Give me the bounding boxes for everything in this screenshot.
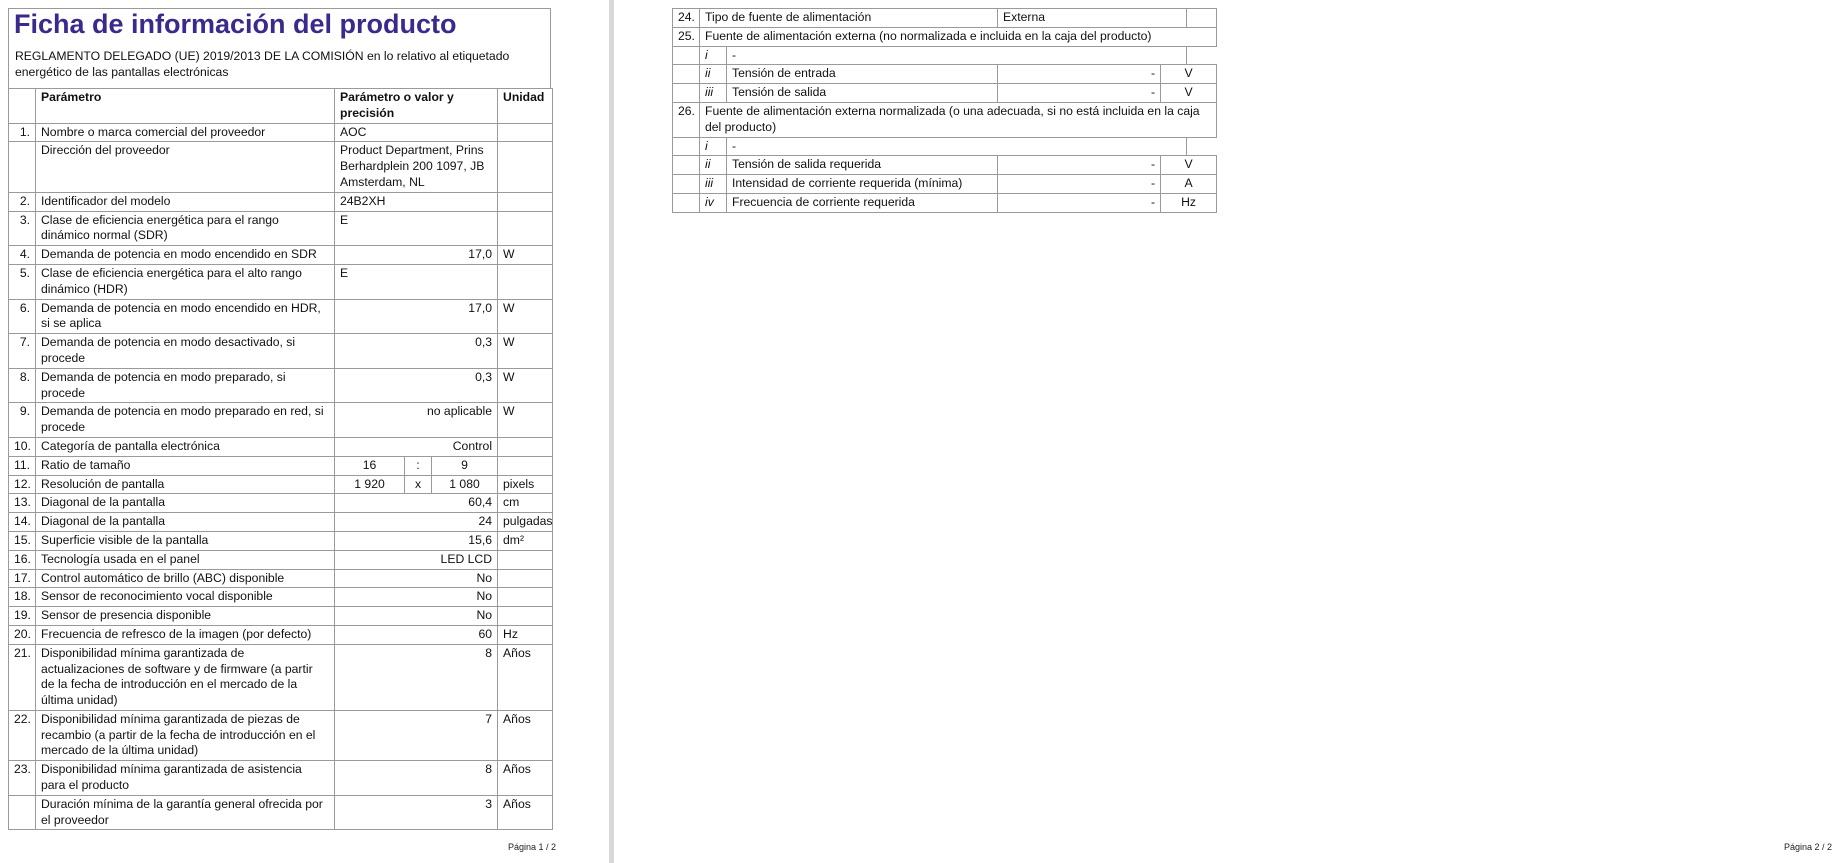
row-number: 12. [9, 475, 36, 494]
row-value: 24B2XH [335, 192, 498, 211]
row-label: Fuente de alimentación externa (no normalizada e incluida en la caja del producto) [700, 27, 1217, 46]
row-unit [498, 192, 553, 211]
sub-key: i [700, 46, 727, 65]
row-number: 16. [9, 550, 36, 569]
sub-label: Tensión de entrada [727, 65, 998, 84]
row-label: Duración mínima de la garantía general ofrecida por el proveedor [36, 795, 335, 830]
table-row [9, 246, 553, 265]
row-label: Sensor de presencia disponible [36, 607, 335, 626]
resolution-separator: x [405, 475, 432, 494]
row-number: 1. [9, 123, 36, 142]
row-label: Dirección del proveedor [36, 142, 335, 192]
row-value: 0,3 [335, 368, 498, 403]
row-unit: W [498, 368, 553, 403]
row-number: 14. [9, 513, 36, 532]
row-value: 3 [335, 795, 498, 830]
table-row [9, 644, 553, 710]
row-label: Diagonal de la pantalla [36, 494, 335, 513]
row-label: Clase de eficiencia energética para el alto rango dinámico (HDR) [36, 264, 335, 299]
row-label: Superficie visible de la pantalla [36, 531, 335, 550]
table-row [673, 27, 1217, 46]
row-value: 7 [335, 710, 498, 760]
row-unit: Años [498, 795, 553, 830]
resolution-width: 1 920 [335, 475, 405, 494]
page-footer: Página 2 / 2 [1784, 842, 1832, 852]
table-row [9, 513, 553, 532]
row-number: 25. [673, 27, 700, 46]
row-number: 5. [9, 264, 36, 299]
sub-value: - [998, 156, 1161, 175]
sub-key: ii [700, 65, 727, 84]
row-value: No [335, 588, 498, 607]
sub-key: iii [700, 84, 727, 103]
row-label: Categoría de pantalla electrónica [36, 437, 335, 456]
row-label: Demanda de potencia en modo preparado, si procede [36, 368, 335, 403]
sub-key: i [700, 137, 727, 156]
table-row [673, 102, 1217, 137]
row-value: Control [335, 437, 498, 456]
row-number: 8. [9, 368, 36, 403]
row-label: Ratio de tamaño [36, 456, 335, 475]
table-row [9, 494, 553, 513]
row-number [9, 142, 36, 192]
row-number: 6. [9, 299, 36, 334]
sub-row [673, 84, 1217, 103]
row-unit: Años [498, 761, 553, 796]
table-row [9, 761, 553, 796]
row-number: 20. [9, 625, 36, 644]
row-number: 13. [9, 494, 36, 513]
row-unit: W [498, 246, 553, 265]
ratio-separator: : [405, 456, 432, 475]
sub-row [673, 65, 1217, 84]
row-unit: Años [498, 644, 553, 710]
table-row [9, 264, 553, 299]
row-number: 24. [673, 9, 700, 28]
row-number: 7. [9, 334, 36, 369]
sub-label: Intensidad de corriente requerida (mínima) [727, 175, 998, 194]
row-number: 4. [9, 246, 36, 265]
sub-value: - [998, 65, 1161, 84]
page-1 [0, 0, 609, 863]
row-number: 9. [9, 403, 36, 438]
ratio-height: 9 [432, 456, 498, 475]
resolution-height: 1 080 [432, 475, 498, 494]
table-row [9, 456, 553, 475]
table-row [9, 142, 553, 192]
row-label: Tecnología usada en el panel [36, 550, 335, 569]
row-value: 17,0 [335, 299, 498, 334]
row-label: Frecuencia de refresco de la imagen (por defecto) [36, 625, 335, 644]
row-label: Identificador del modelo [36, 192, 335, 211]
table-row [673, 9, 1217, 28]
table-row [9, 588, 553, 607]
sub-row [673, 137, 1217, 156]
row-label: Disponibilidad mínima garantizada de actualizaciones de software y de firmware (a partir de la fecha de introducción en el mercado de la última unidad) [36, 644, 335, 710]
row-number: 3. [9, 211, 36, 246]
table-row [9, 569, 553, 588]
row-number [9, 795, 36, 830]
row-value: E [335, 264, 498, 299]
row-label: Disponibilidad mínima garantizada de asistencia para el producto [36, 761, 335, 796]
row-unit: pulgadas [498, 513, 553, 532]
sub-unit: A [1161, 175, 1217, 194]
row-unit [498, 569, 553, 588]
product-info-table [8, 88, 553, 830]
sub-value: - [998, 193, 1161, 212]
row-value: E [335, 211, 498, 246]
row-unit [498, 437, 553, 456]
row-value: 60 [335, 625, 498, 644]
row-number: 11. [9, 456, 36, 475]
row-unit: Hz [498, 625, 553, 644]
row-value: Product Department, Prins Berhardplein 200 1097, JB Amsterdam, NL [335, 142, 498, 192]
row-label: Demanda de potencia en modo preparado en red, si procede [36, 403, 335, 438]
table-row [9, 437, 553, 456]
sub-label: Tensión de salida requerida [727, 156, 998, 175]
row-value: 24 [335, 513, 498, 532]
row-value: LED LCD [335, 550, 498, 569]
row-number: 22. [9, 710, 36, 760]
row-unit: dm² [498, 531, 553, 550]
row-unit [498, 588, 553, 607]
sub-row [673, 175, 1217, 194]
header-unit: Unidad [498, 89, 553, 124]
sub-row [673, 193, 1217, 212]
table-row [9, 710, 553, 760]
sub-label: Frecuencia de corriente requerida [727, 193, 998, 212]
row-label: Nombre o marca comercial del proveedor [36, 123, 335, 142]
row-value: No [335, 607, 498, 626]
row-unit [498, 142, 553, 192]
sub-label: Tensión de salida [727, 84, 998, 103]
row-number: 17. [9, 569, 36, 588]
table-row [9, 795, 553, 830]
row-number: 26. [673, 102, 700, 137]
row-number: 18. [9, 588, 36, 607]
row-unit: W [498, 299, 553, 334]
table-row [9, 475, 553, 494]
sub-unit: V [1161, 84, 1217, 103]
table-row [9, 192, 553, 211]
sub-key: ii [700, 156, 727, 175]
header-value: Parámetro o valor y precisión [335, 89, 498, 124]
row-value: AOC [335, 123, 498, 142]
row-label: Demanda de potencia en modo desactivado, si procede [36, 334, 335, 369]
row-label: Demanda de potencia en modo encendido en SDR [36, 246, 335, 265]
row-unit: W [498, 403, 553, 438]
row-value: 0,3 [335, 334, 498, 369]
page-footer: Página 1 / 2 [508, 842, 557, 852]
table-row [9, 403, 553, 438]
row-number: 10. [9, 437, 36, 456]
row-number: 21. [9, 644, 36, 710]
row-number: 23. [9, 761, 36, 796]
table-row [9, 299, 553, 334]
power-supply-table [672, 8, 1217, 213]
table-header-row [9, 89, 553, 124]
row-unit [498, 550, 553, 569]
row-unit: W [498, 334, 553, 369]
row-number: 19. [9, 607, 36, 626]
sub-value: - [998, 84, 1161, 103]
sub-key: iv [700, 193, 727, 212]
table-row [9, 550, 553, 569]
table-row [9, 123, 553, 142]
row-label: Fuente de alimentación externa normalizada (o una adecuada, si no está incluida en la caja del producto) [700, 102, 1217, 137]
table-row [9, 334, 553, 369]
sub-unit: V [1161, 156, 1217, 175]
row-value: 17,0 [335, 246, 498, 265]
row-value: No [335, 569, 498, 588]
row-unit [498, 456, 553, 475]
row-unit [498, 264, 553, 299]
row-unit: pixels [498, 475, 553, 494]
row-label: Resolución de pantalla [36, 475, 335, 494]
table-row [9, 531, 553, 550]
sub-unit: Hz [1161, 193, 1217, 212]
row-unit [498, 123, 553, 142]
sub-label: - [727, 137, 1187, 156]
row-value: no aplicable [335, 403, 498, 438]
row-value: 8 [335, 644, 498, 710]
ratio-width: 16 [335, 456, 405, 475]
row-value: Externa [998, 9, 1187, 28]
sub-unit: V [1161, 65, 1217, 84]
header-parameter: Parámetro [36, 89, 335, 124]
document-title: Ficha de información del producto [14, 9, 457, 39]
table-row [9, 625, 553, 644]
sub-label: - [727, 46, 1187, 65]
row-value: 15,6 [335, 531, 498, 550]
table-row [9, 607, 553, 626]
row-label: Sensor de reconocimiento vocal disponible [36, 588, 335, 607]
row-label: Diagonal de la pantalla [36, 513, 335, 532]
row-label: Clase de eficiencia energética para el rango dinámico normal (SDR) [36, 211, 335, 246]
row-label: Tipo de fuente de alimentación [700, 9, 998, 28]
row-unit [498, 607, 553, 626]
row-unit: cm [498, 494, 553, 513]
row-number: 2. [9, 192, 36, 211]
row-value: 60,4 [335, 494, 498, 513]
row-number: 15. [9, 531, 36, 550]
row-label: Demanda de potencia en modo encendido en HDR, si se aplica [36, 299, 335, 334]
document-subtitle: REGLAMENTO DELEGADO (UE) 2019/2013 DE LA COMISIÓN en lo relativo al etiquetado energético de las pantallas electrónicas [15, 49, 510, 79]
sub-value: - [998, 175, 1161, 194]
row-unit: Años [498, 710, 553, 760]
row-value: 8 [335, 761, 498, 796]
sub-row [673, 156, 1217, 175]
row-label: Disponibilidad mínima garantizada de piezas de recambio (a partir de la fecha de introducción en el mercado de la última unidad) [36, 710, 335, 760]
table-row [9, 368, 553, 403]
table-row [9, 211, 553, 246]
sub-key: iii [700, 175, 727, 194]
sub-row [673, 46, 1217, 65]
row-label: Control automático de brillo (ABC) disponible [36, 569, 335, 588]
row-unit [498, 211, 553, 246]
